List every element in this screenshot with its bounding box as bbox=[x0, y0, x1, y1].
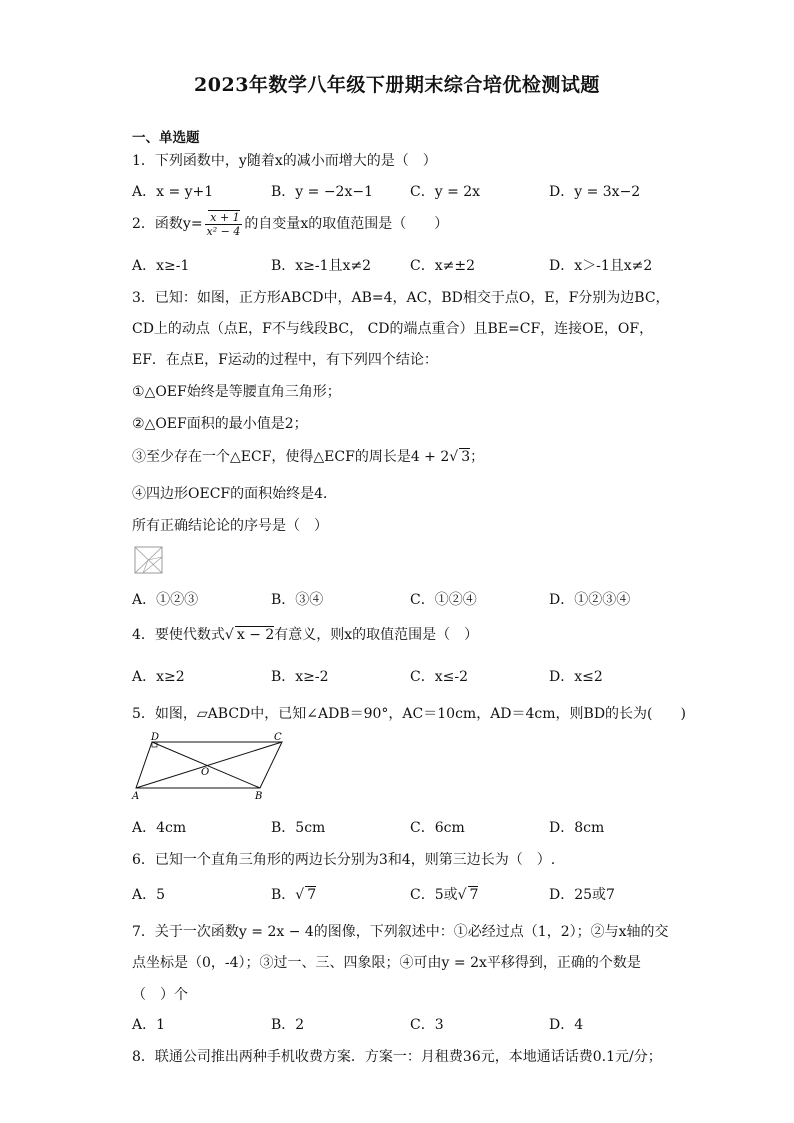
q2-fraction: $\frac{x + 1}{\text{x² − 4}}$ bbox=[206, 211, 241, 238]
q6-option-d: D．25或7 bbox=[549, 887, 615, 903]
question-1-stem: 1．下列函数中，y随着x的减小而增大的是（ ） bbox=[132, 153, 437, 169]
q4-option-d: D．x≤2 bbox=[549, 669, 603, 685]
q3-conclusion-4: ④四边形OECF的面积始终是4． bbox=[132, 486, 338, 502]
question-4-stem: 4．要使代数式√ x − 2有意义，则x的取值范围是（ ） bbox=[132, 627, 479, 643]
label-c: C bbox=[274, 732, 282, 743]
question-3-line-1: 3．已知：如图，正方形ABCD中，AB=4，AC，BD相交于点O，E，F分别为边BC， bbox=[132, 290, 670, 306]
q5-option-d: D．8cm bbox=[549, 820, 605, 836]
q6-option-b: B．√ 7 bbox=[271, 887, 317, 903]
q2-option-c: C．x≠±2 bbox=[410, 258, 475, 274]
question-3-line-3: EF．在点E，F运动的过程中，有下列四个结论： bbox=[132, 352, 438, 368]
parallelogram-figure bbox=[128, 730, 298, 802]
label-b: B bbox=[255, 791, 263, 802]
q1-option-c: C．y = 2x bbox=[410, 184, 481, 200]
q1-option-a: A．x = y+1 bbox=[132, 184, 214, 200]
q2-option-d: D．x＞-1且x≠2 bbox=[549, 258, 653, 274]
q7-option-c: C．3 bbox=[410, 1017, 444, 1033]
q3-option-c: C．①②④ bbox=[410, 592, 477, 608]
section-heading: 一、单选题 bbox=[132, 130, 200, 146]
q5-option-c: C．6cm bbox=[410, 820, 465, 836]
page-title: 2023年数学八年级下册期末综合培优检测试题 bbox=[194, 74, 600, 96]
question-8-line-1: 8．联通公司推出两种手机收费方案．方案一：月租费36元，本地通话话费0.1元/分； bbox=[132, 1049, 662, 1065]
q3-option-b: B．③④ bbox=[271, 592, 324, 608]
q4-option-b: B．x≥-2 bbox=[271, 669, 329, 685]
q5-option-a: A．4cm bbox=[132, 820, 187, 836]
q5-option-b: B．5cm bbox=[271, 820, 326, 836]
label-a: A bbox=[132, 791, 140, 802]
q6-option-a: A．5 bbox=[132, 887, 166, 903]
label-d: D bbox=[151, 732, 160, 743]
q1-option-d: D．y = 3x−2 bbox=[549, 184, 641, 200]
q2-option-a: A．x≥-1 bbox=[132, 258, 190, 274]
q7-option-a: A．1 bbox=[132, 1017, 166, 1033]
q3-conclusion-2: ②△OEF面积的最小值是2； bbox=[132, 416, 308, 432]
q1-option-b: B．y = −2x−1 bbox=[271, 184, 373, 200]
q3-conclusion-1: ①△OEF始终是等腰直角三角形； bbox=[132, 384, 341, 400]
question-2-stem: 2．函数y= $\frac{x + 1}{\text{x² − 4}}$ 的自变量x的取值范围是（ ） bbox=[132, 211, 449, 238]
question-7-line-2: 点坐标是（0，-4）；③过一、三、四象限；④可由y = 2x平移得到，正确的个数是 bbox=[132, 955, 641, 971]
q4-option-c: C．x≤-2 bbox=[410, 669, 468, 685]
q3-option-a: A．①②③ bbox=[132, 592, 199, 608]
q7-option-b: B．2 bbox=[271, 1017, 305, 1033]
question-7-line-3: （ ）个 bbox=[132, 987, 188, 1003]
q3-conclusion-3: ③至少存在一个△ECF，使得△ECF的周长是4 + 2√ 3； bbox=[132, 449, 485, 465]
q3-option-d: D．①②③④ bbox=[549, 592, 631, 608]
q6-option-c: C．5或√ 7 bbox=[410, 887, 479, 903]
label-o: O bbox=[201, 767, 210, 778]
square-figure bbox=[133, 545, 165, 575]
q3-ask: 所有正确结论论的序号是（ ） bbox=[132, 518, 328, 534]
q2-option-b: B．x≥-1且x≠2 bbox=[271, 258, 372, 274]
q4-option-a: A．x≥2 bbox=[132, 669, 185, 685]
question-3-line-2: CD上的动点（点E，F不与线段BC， CD的端点重合）且BE=CF，连接OE，OF， bbox=[132, 321, 654, 337]
q7-option-d: D．4 bbox=[549, 1017, 584, 1033]
question-7-line-1: 7．关于一次函数y = 2x − 4的图像，下列叙述中：①必经过点（1，2）；②与x轴的交 bbox=[132, 924, 669, 940]
question-6-stem: 6．已知一个直角三角形的两边长分别为3和4，则第三边长为（ ）. bbox=[132, 852, 556, 868]
question-5-stem: 5．如图，▱ABCD中，已知∠ADB＝90°，AC＝10cm，AD＝4cm，则BD的长为( ) bbox=[132, 706, 686, 722]
